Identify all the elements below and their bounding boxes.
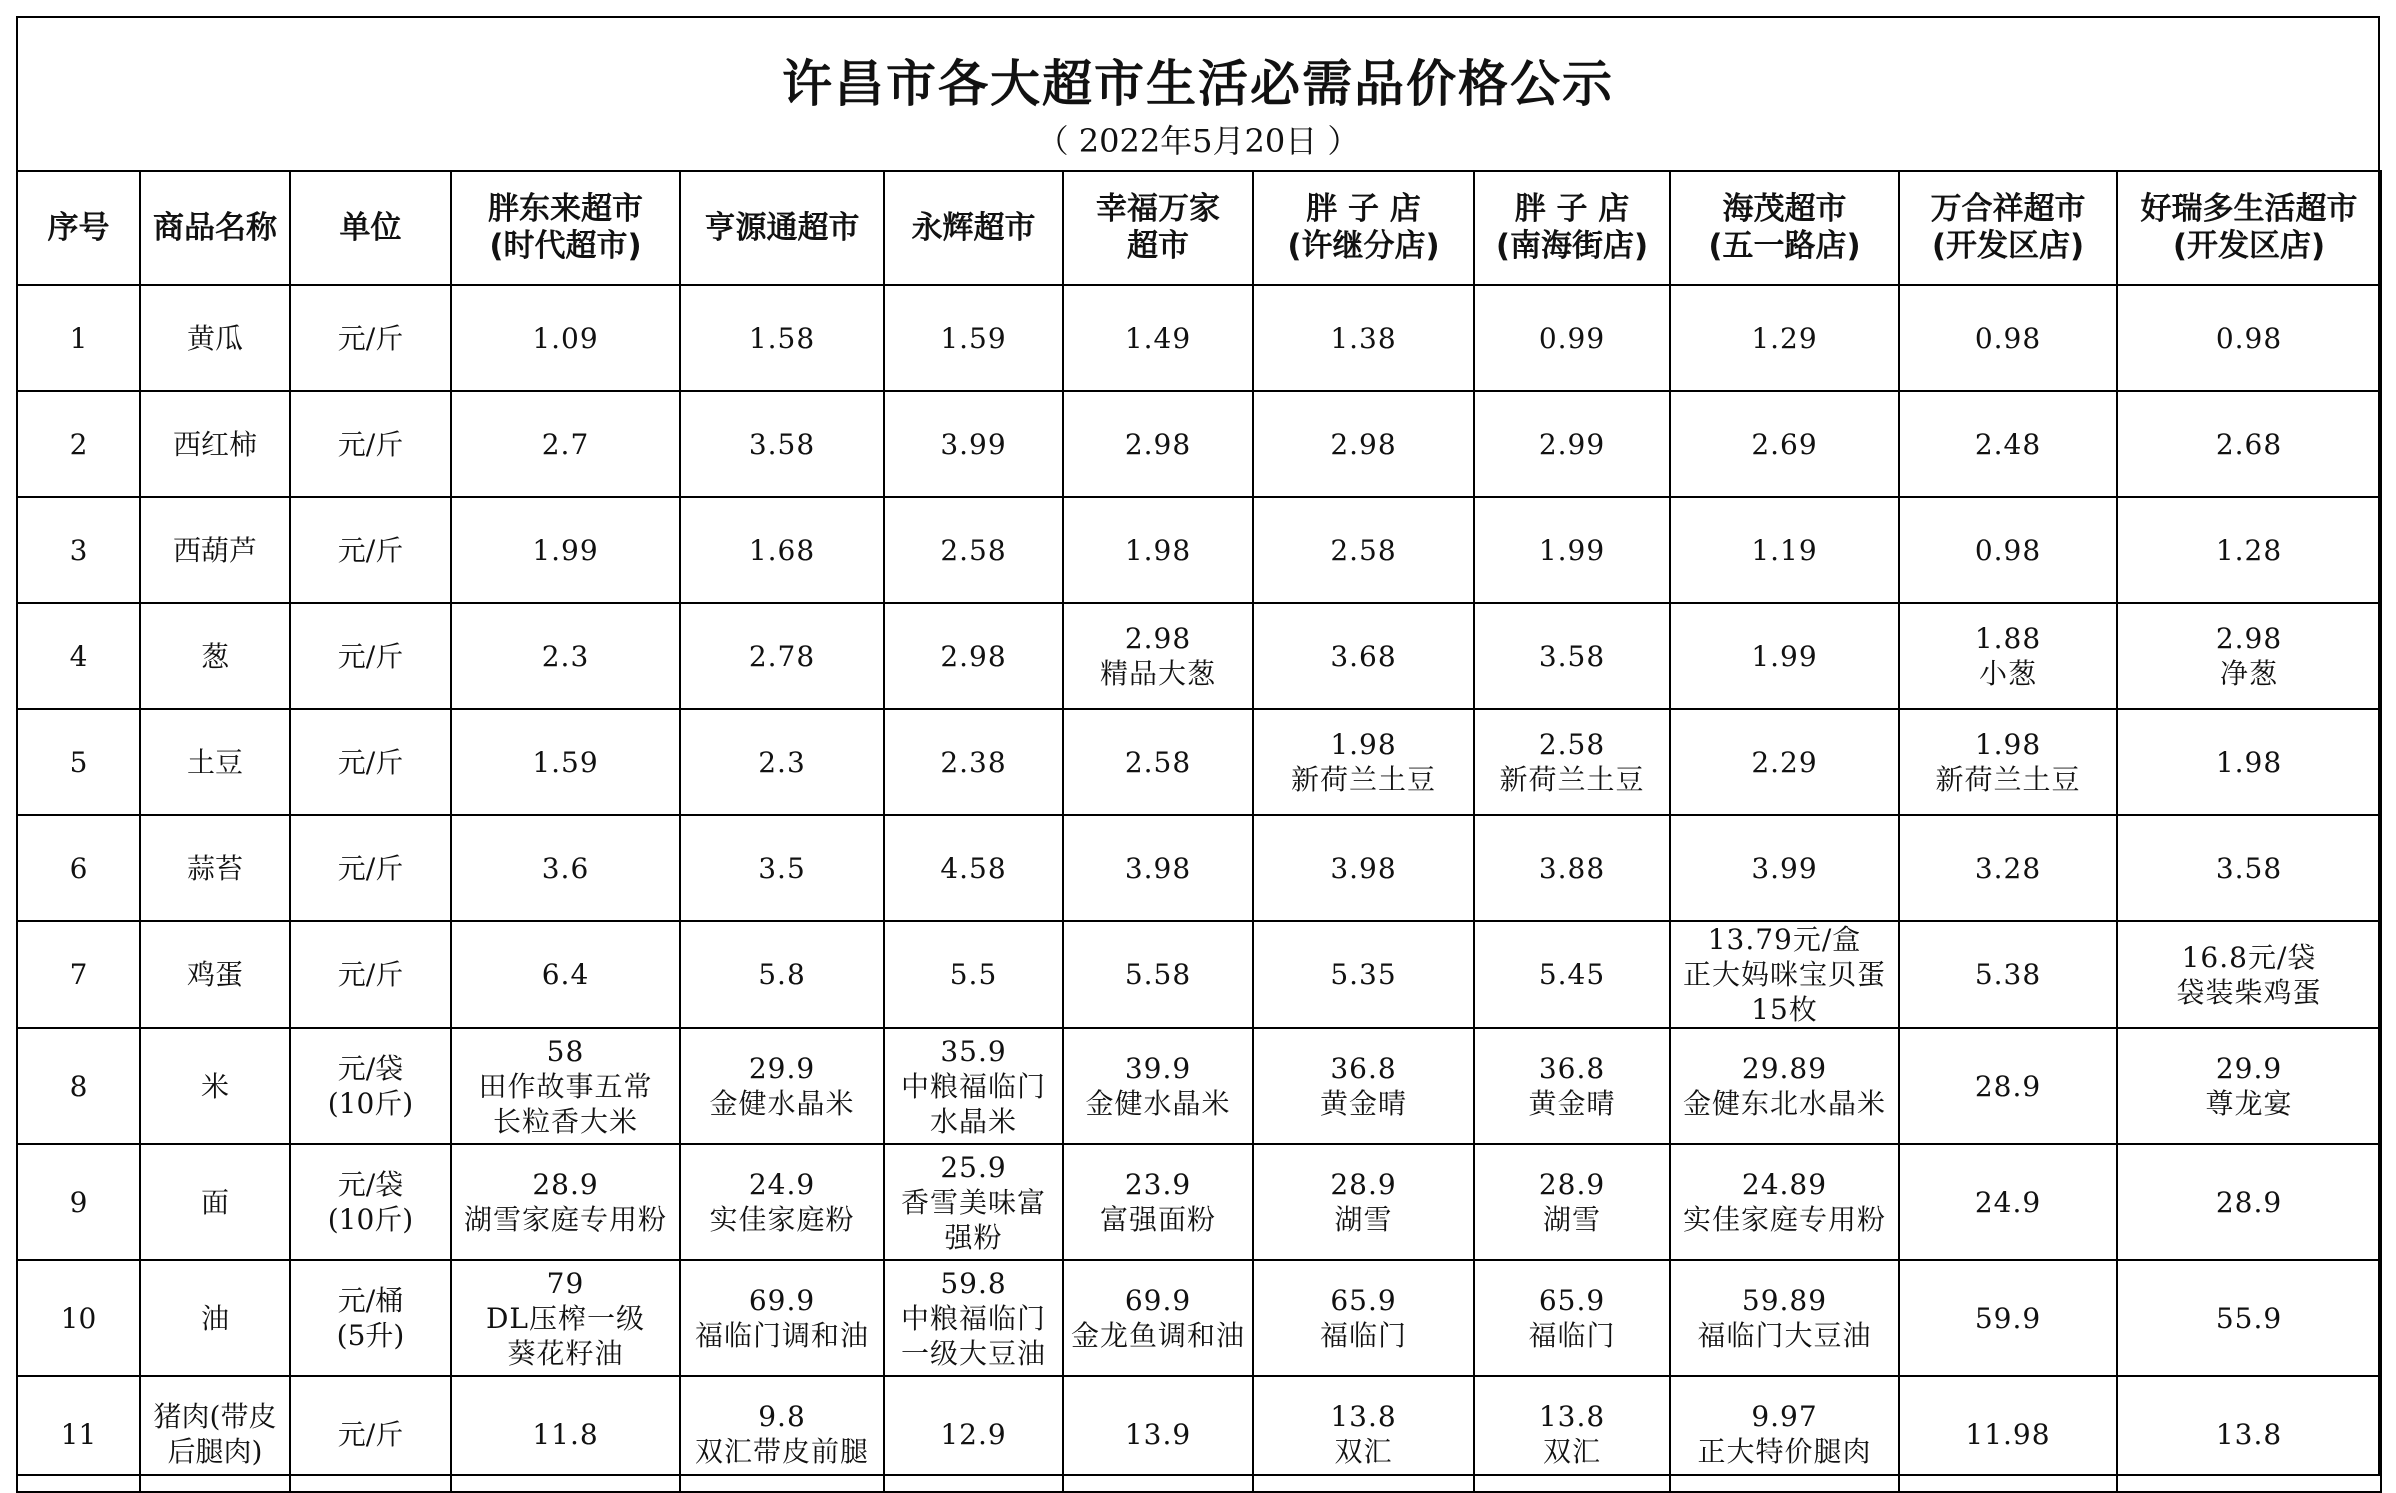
row-number-cell: 10 (17, 1260, 140, 1376)
price-cell (451, 921, 680, 1028)
price-cell (1474, 391, 1670, 497)
price-value: 1.99 (532, 533, 599, 567)
price-cell (1253, 709, 1474, 815)
price-value: 0.98 (1974, 321, 2042, 355)
price-value: 1.98 (1124, 533, 1192, 567)
price-cell (680, 1028, 884, 1144)
price-value: 1.09 (532, 321, 599, 355)
price-cell (1899, 1144, 2117, 1260)
price-value: 29.9 金健水晶米 (709, 1052, 855, 1120)
price-cell (1063, 1144, 1253, 1260)
price-value: 35.9 中粮福临门 水晶米 (900, 1034, 1046, 1138)
price-value: 2.98 (1330, 427, 1397, 461)
price-value: 0.98 (1974, 533, 2042, 567)
price-cell (1253, 1144, 1474, 1260)
price-cell (1670, 1260, 1899, 1376)
product-name-cell: 土豆 (140, 709, 290, 815)
price-value: 25.9 香雪美味富 强粉 (900, 1150, 1046, 1254)
price-cell (1253, 603, 1474, 709)
unit-cell: 元/桶 (5升) (290, 1260, 451, 1376)
price-sheet (16, 16, 2380, 1476)
table-row (17, 709, 2381, 815)
price-value: 3.98 (1124, 851, 1192, 885)
price-value: 3.58 (748, 427, 816, 461)
row-number-cell: 7 (17, 921, 140, 1028)
price-cell (1899, 815, 2117, 921)
row-number-cell: 5 (17, 709, 140, 815)
price-cell (1899, 709, 2117, 815)
price-cell (1899, 1376, 2117, 1492)
price-cell (2117, 815, 2381, 921)
price-value: 28.9 湖雪家庭专用粉 (463, 1168, 667, 1236)
price-cell (1899, 603, 2117, 709)
price-value: 3.99 (1751, 851, 1818, 885)
price-cell (2117, 921, 2381, 1028)
price-cell (2117, 1144, 2381, 1260)
price-cell (884, 391, 1063, 497)
price-value: 0.98 (2215, 321, 2283, 355)
price-value: 13.9 (1124, 1417, 1192, 1451)
column-header: 胖 子 店 (许继分店) (1253, 171, 1474, 285)
price-value: 2.58 (1330, 533, 1397, 567)
unit-cell: 元/斤 (290, 709, 451, 815)
price-cell (1670, 1376, 1899, 1492)
price-cell (680, 497, 884, 603)
row-number-cell: 8 (17, 1028, 140, 1144)
price-value: 4.58 (940, 851, 1007, 885)
price-value: 3.68 (1330, 639, 1397, 673)
price-value: 59.89 福临门大豆油 (1697, 1284, 1872, 1352)
price-cell (680, 391, 884, 497)
price-cell (884, 497, 1063, 603)
price-value: 1.98 新荷兰土豆 (1290, 728, 1436, 796)
price-cell (2117, 285, 2381, 391)
column-header: 单位 (290, 171, 451, 285)
price-cell (2117, 1376, 2381, 1492)
price-cell (884, 815, 1063, 921)
product-name-cell: 油 (140, 1260, 290, 1376)
unit-cell: 元/斤 (290, 285, 451, 391)
header-row (17, 171, 2381, 285)
unit-cell: 元/袋 (10斤) (290, 1144, 451, 1260)
price-value: 65.9 福临门 (1528, 1284, 1616, 1352)
price-cell (1670, 921, 1899, 1028)
price-value: 5.8 (758, 958, 806, 991)
price-cell (884, 285, 1063, 391)
unit-cell: 元/斤 (290, 815, 451, 921)
price-cell (1063, 285, 1253, 391)
price-value: 39.9 金健水晶米 (1085, 1052, 1231, 1120)
price-value: 28.9 湖雪 (1538, 1168, 1606, 1236)
price-table (16, 170, 2382, 1493)
column-header: 亨源通超市 (680, 171, 884, 285)
price-value: 1.68 (748, 533, 816, 567)
product-name-cell: 面 (140, 1144, 290, 1260)
unit-cell: 元/袋 (10斤) (290, 1028, 451, 1144)
price-value: 58 田作故事五常 长粒香大米 (478, 1034, 653, 1138)
price-value: 12.9 (940, 1417, 1007, 1451)
price-cell (1063, 391, 1253, 497)
price-cell (1899, 1260, 2117, 1376)
price-value: 2.98 (1124, 427, 1192, 461)
price-value: 2.98 净葱 (2215, 622, 2283, 690)
price-value: 36.8 黄金晴 (1319, 1052, 1407, 1120)
price-cell (2117, 497, 2381, 603)
price-value: 59.8 中粮福临门 一级大豆油 (900, 1266, 1046, 1370)
column-header: 序号 (17, 171, 140, 285)
price-cell (1063, 709, 1253, 815)
row-number-cell: 4 (17, 603, 140, 709)
price-cell (1670, 815, 1899, 921)
price-cell (451, 285, 680, 391)
price-cell (680, 709, 884, 815)
table-row (17, 497, 2381, 603)
price-cell (884, 1260, 1063, 1376)
price-cell (1899, 497, 2117, 603)
product-name-cell: 鸡蛋 (140, 921, 290, 1028)
price-cell (1253, 921, 1474, 1028)
price-cell (451, 603, 680, 709)
table-row (17, 815, 2381, 921)
price-cell (1899, 1028, 2117, 1144)
price-value: 5.35 (1330, 958, 1397, 991)
price-cell (1253, 815, 1474, 921)
price-cell (2117, 1028, 2381, 1144)
price-cell (1063, 1260, 1253, 1376)
row-number-cell: 11 (17, 1376, 140, 1492)
price-value: 3.28 (1974, 851, 2042, 885)
price-value: 2.98 (940, 639, 1007, 673)
price-cell (451, 815, 680, 921)
price-value: 23.9 富强面粉 (1099, 1168, 1216, 1236)
price-cell (1670, 391, 1899, 497)
price-cell (884, 921, 1063, 1028)
price-value: 79 DL压榨一级 葵花籽油 (485, 1266, 646, 1370)
row-number-cell: 3 (17, 497, 140, 603)
price-value: 1.49 (1124, 321, 1192, 355)
table-row (17, 1144, 2381, 1260)
price-value: 24.9 (1974, 1185, 2042, 1219)
price-cell (1253, 1028, 1474, 1144)
price-value: 13.79元/盒 正大妈咪宝贝蛋 15枚 (1682, 923, 1886, 1026)
price-value: 1.59 (940, 321, 1007, 355)
price-cell (1899, 391, 2117, 497)
price-cell (1063, 497, 1253, 603)
price-cell (680, 285, 884, 391)
price-cell (2117, 391, 2381, 497)
price-value: 2.58 新荷兰土豆 (1499, 728, 1645, 796)
price-cell (680, 921, 884, 1028)
price-value: 2.7 (541, 427, 590, 461)
price-cell (680, 603, 884, 709)
column-header: 海茂超市 (五一路店) (1670, 171, 1899, 285)
price-value: 2.78 (748, 639, 816, 673)
unit-cell: 元/斤 (290, 603, 451, 709)
table-row (17, 1260, 2381, 1376)
row-number-cell: 2 (17, 391, 140, 497)
price-cell (451, 497, 680, 603)
page-date: （ 2022年5月20日 ） (1036, 122, 1360, 160)
price-value: 1.58 (748, 321, 816, 355)
price-cell (1670, 709, 1899, 815)
price-cell (1899, 285, 2117, 391)
price-cell (1474, 1144, 1670, 1260)
table-body (17, 285, 2381, 1492)
price-cell (1899, 921, 2117, 1028)
price-value: 13.8 (2215, 1417, 2283, 1451)
price-value: 2.48 (1974, 427, 2042, 461)
price-cell (1474, 285, 1670, 391)
price-cell (680, 1376, 884, 1492)
row-number-cell: 9 (17, 1144, 140, 1260)
price-value: 1.99 (1538, 533, 1606, 567)
price-cell (2117, 709, 2381, 815)
price-cell (1474, 709, 1670, 815)
price-value: 69.9 金龙鱼调和油 (1070, 1284, 1245, 1352)
price-value: 3.99 (940, 427, 1007, 461)
price-cell (1253, 1376, 1474, 1492)
price-value: 3.5 (758, 851, 806, 885)
price-value: 1.59 (532, 745, 599, 779)
price-cell (680, 1260, 884, 1376)
price-value: 24.9 实佳家庭粉 (709, 1168, 855, 1236)
product-name-cell: 西葫芦 (140, 497, 290, 603)
price-value: 9.8 双汇带皮前腿 (694, 1400, 869, 1468)
title-block (18, 18, 2378, 170)
price-value: 1.29 (1751, 321, 1818, 355)
column-header: 万合祥超市 (开发区店) (1899, 171, 2117, 285)
page-title: 许昌市各大超市生活必需品价格公示 (782, 55, 1614, 113)
price-value: 28.9 (2215, 1185, 2283, 1219)
price-cell (1063, 1028, 1253, 1144)
price-cell (884, 603, 1063, 709)
price-value: 2.68 (2215, 427, 2283, 461)
price-value: 2.29 (1751, 745, 1818, 779)
product-name-cell: 葱 (140, 603, 290, 709)
price-cell (1474, 1028, 1670, 1144)
price-value: 9.97 正大特价腿肉 (1697, 1400, 1872, 1468)
unit-cell: 元/斤 (290, 497, 451, 603)
price-value: 29.89 金健东北水晶米 (1682, 1052, 1886, 1120)
price-value: 11.98 (1965, 1417, 2051, 1451)
price-cell (451, 1144, 680, 1260)
price-value: 2.58 (1124, 745, 1192, 779)
price-cell (2117, 603, 2381, 709)
table-row (17, 921, 2381, 1028)
column-header: 永辉超市 (884, 171, 1063, 285)
price-cell (680, 815, 884, 921)
price-value: 28.9 湖雪 (1330, 1168, 1397, 1236)
unit-cell: 元/斤 (290, 1376, 451, 1492)
price-cell (680, 1144, 884, 1260)
price-cell (1670, 603, 1899, 709)
price-cell (451, 709, 680, 815)
table-row (17, 285, 2381, 391)
row-number-cell: 6 (17, 815, 140, 921)
price-value: 3.88 (1538, 851, 1606, 885)
price-value: 28.9 (1974, 1069, 2042, 1103)
price-value: 5.38 (1974, 958, 2042, 991)
price-value: 13.8 双汇 (1538, 1400, 1606, 1468)
column-header: 商品名称 (140, 171, 290, 285)
price-cell (1474, 1260, 1670, 1376)
price-value: 16.8元/袋 袋装柴鸡蛋 (2176, 940, 2322, 1009)
price-cell (1063, 603, 1253, 709)
price-cell (2117, 1260, 2381, 1376)
price-value: 24.89 实佳家庭专用粉 (1682, 1168, 1886, 1236)
price-value: 65.9 福临门 (1319, 1284, 1407, 1352)
price-value: 1.38 (1330, 321, 1397, 355)
product-name-cell: 猪肉(带皮 后腿肉) (140, 1376, 290, 1492)
column-header: 胖 子 店 (南海街店) (1474, 171, 1670, 285)
column-header: 幸福万家 超市 (1063, 171, 1253, 285)
price-cell (1063, 815, 1253, 921)
column-header: 好瑞多生活超市 (开发区店) (2117, 171, 2381, 285)
price-value: 2.38 (940, 745, 1007, 779)
price-value: 1.28 (2215, 533, 2283, 567)
column-header: 胖东来超市 (时代超市) (451, 171, 680, 285)
price-cell (884, 1028, 1063, 1144)
price-cell (451, 1376, 680, 1492)
price-value: 1.88 小葱 (1974, 622, 2042, 690)
price-cell (1253, 285, 1474, 391)
price-value: 69.9 福临门调和油 (694, 1284, 869, 1352)
price-cell (884, 1376, 1063, 1492)
product-name-cell: 西红柿 (140, 391, 290, 497)
price-value: 6.4 (541, 958, 590, 991)
price-value: 2.99 (1538, 427, 1606, 461)
unit-cell: 元/斤 (290, 391, 451, 497)
price-cell (1474, 603, 1670, 709)
price-cell (451, 391, 680, 497)
price-value: 1.98 (2215, 745, 2283, 779)
price-cell (1253, 391, 1474, 497)
price-cell (1253, 1260, 1474, 1376)
table-row (17, 391, 2381, 497)
price-value: 3.58 (1538, 639, 1606, 673)
table-row (17, 603, 2381, 709)
price-cell (451, 1028, 680, 1144)
price-cell (1063, 921, 1253, 1028)
price-cell (1063, 1376, 1253, 1492)
price-cell (1670, 1028, 1899, 1144)
price-value: 5.45 (1538, 958, 1606, 991)
price-value: 2.98 精品大葱 (1099, 622, 1216, 690)
product-name-cell: 米 (140, 1028, 290, 1144)
price-value: 0.99 (1538, 321, 1606, 355)
price-value: 59.9 (1974, 1301, 2042, 1335)
price-cell (1670, 1144, 1899, 1260)
price-value: 29.9 尊龙宴 (2205, 1052, 2293, 1120)
price-cell (451, 1260, 680, 1376)
price-cell (1474, 921, 1670, 1028)
price-cell (1253, 497, 1474, 603)
price-cell (1670, 497, 1899, 603)
price-cell (1474, 1376, 1670, 1492)
price-cell (1474, 815, 1670, 921)
price-value: 11.8 (532, 1417, 599, 1451)
unit-cell: 元/斤 (290, 921, 451, 1028)
price-value: 3.6 (541, 851, 590, 885)
price-value: 5.5 (949, 958, 998, 991)
product-name-cell: 蒜苔 (140, 815, 290, 921)
price-value: 3.58 (2215, 851, 2283, 885)
table-row (17, 1376, 2381, 1492)
price-value: 2.58 (940, 533, 1007, 567)
price-cell (1474, 497, 1670, 603)
price-value: 1.99 (1751, 639, 1818, 673)
price-value: 13.8 双汇 (1330, 1400, 1397, 1468)
price-value: 5.58 (1124, 958, 1192, 991)
price-value: 2.3 (541, 639, 590, 673)
table-row (17, 1028, 2381, 1144)
price-value: 2.69 (1751, 427, 1818, 461)
price-cell (884, 709, 1063, 815)
price-value: 1.19 (1751, 533, 1818, 567)
price-value: 1.98 新荷兰土豆 (1935, 728, 2081, 796)
price-cell (884, 1144, 1063, 1260)
price-value: 36.8 黄金晴 (1528, 1052, 1616, 1120)
row-number-cell: 1 (17, 285, 140, 391)
price-value: 3.98 (1330, 851, 1397, 885)
price-value: 2.3 (758, 745, 806, 779)
product-name-cell: 黄瓜 (140, 285, 290, 391)
price-cell (1670, 285, 1899, 391)
price-value: 55.9 (2215, 1301, 2283, 1335)
